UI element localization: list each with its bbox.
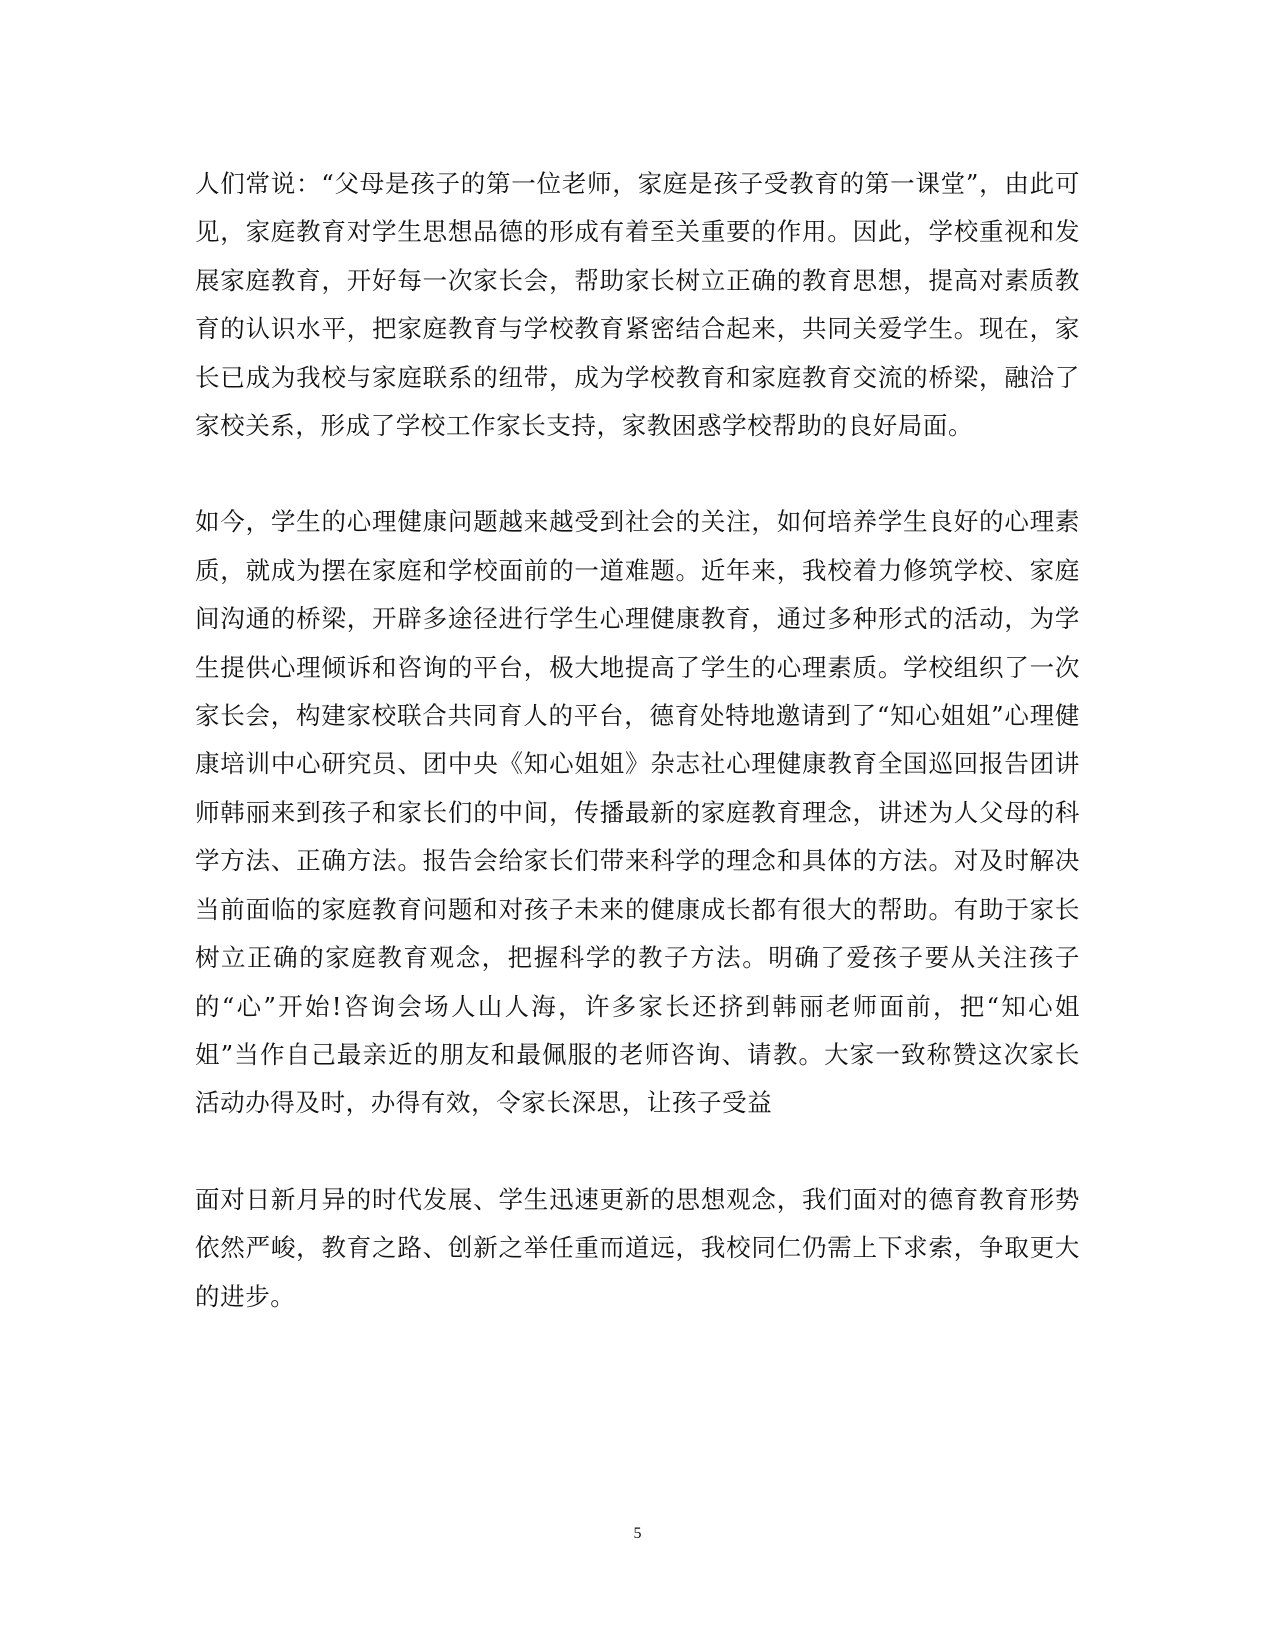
paragraph-conclusion: 面对日新月异的时代发展、学生迅速更新的思想观念，我们面对的德育教育形势依然严峻，教育之路、创新之举任重而道远，我校同仁仍需上下求索，争取更大的进步。 [195, 1184, 1080, 1311]
document-body [195, 160, 1080, 1321]
paragraph-mental-health: 如今，学生的心理健康问题越来越受到社会的关注，如何培养学生良好的心理素质，就成为摆在家庭和学校面前的一道难题。近年来，我校着力修筑学校、家庭间沟通的桥梁，开辟多途径进行学生心理健康教育，通过多种形式的活动，为学生提供心理倾诉和咨询的平台，极大地提高了学生的心理素质。学校组织了一次家长会，构建家校联合共同育人的平台，德育处特地邀请到了“知心姐姐”心理健康培训中心研究员、团中央《知心姐姐》杂志社心理健康教育全国巡回报告团讲师韩丽来到孩子和家长们的中间，传播最新的家庭教育理念，讲述为人父母的科学方法、正确方法。报告会给家长们带来科学的理念和具体的方法。对及时解决当前面临的家庭教育问题和对孩子未来的健康成长都有很大的帮助。有助于家长树立正确的家庭教育观念，把握科学的教子方法。明确了爱孩子要从关注孩子的“心”开始!咨询会场人山人海，许多家长还挤到韩丽老师面前，把“知心姐姐”当作自己最亲近的朋友和最佩服的老师咨询、请教。大家一致称赞这次家长活动办得及时，办得有效，令家长深思，让孩子受益 [195, 507, 1080, 1118]
page-number: 5 [633, 1525, 642, 1542]
paragraph-family-education: 人们常说：“父母是孩子的第一位老师，家庭是孩子受教育的第一课堂”，由此可见，家庭教育对学生思想品德的形成有着至关重要的作用。因此，学校重视和发展家庭教育，开好每一次家长会，帮助家长树立正确的教育思想，提高对素质教育的认识水平，把家庭教育与学校教育紧密结合起来，共同关爱学生。现在，家长已成为我校与家庭联系的纽带，成为学校教育和家庭教育交流的桥梁，融洽了家校关系，形成了学校工作家长支持，家教困惑学校帮助的良好局面。 [195, 169, 1080, 441]
